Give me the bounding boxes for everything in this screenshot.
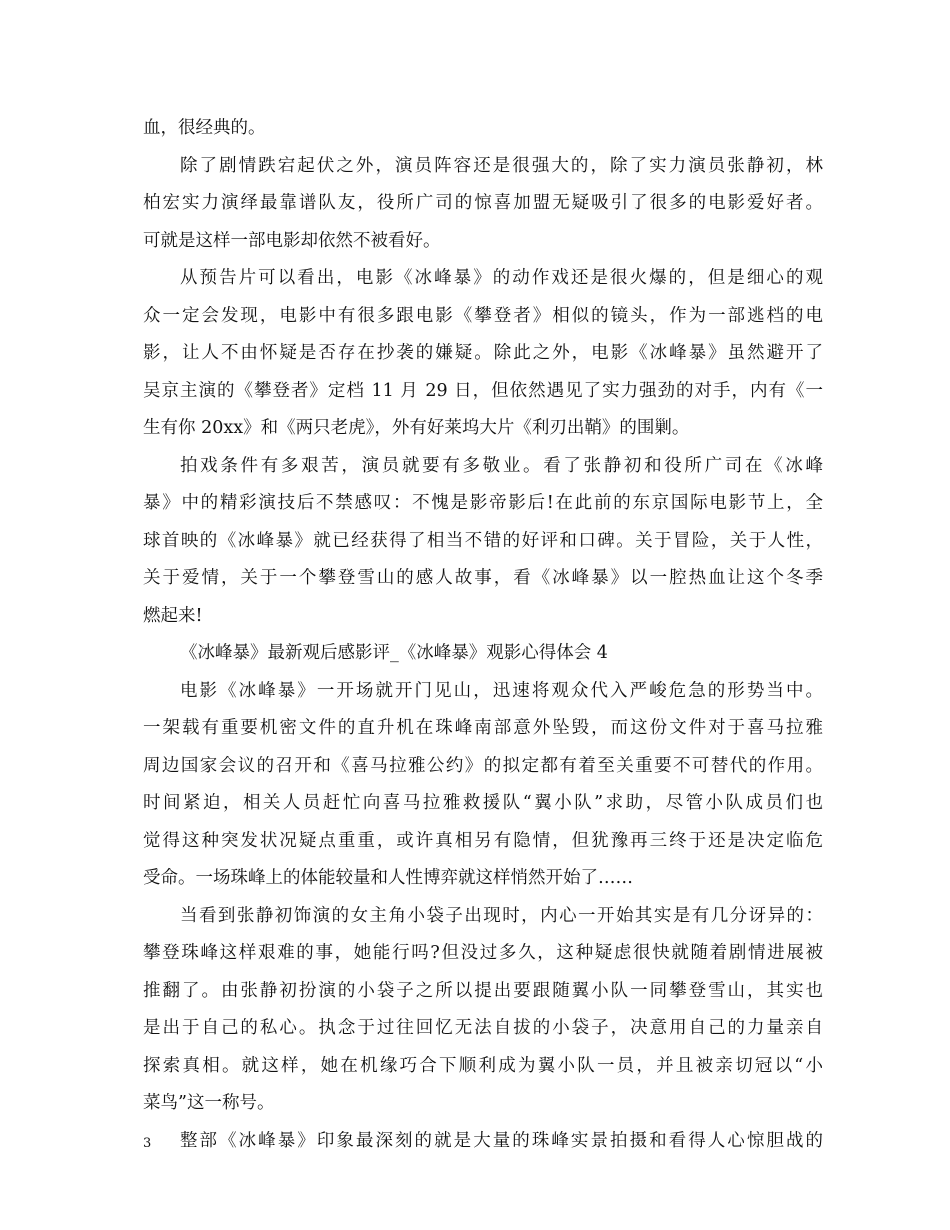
text-line: 拍戏条件有多艰苦，演员就要有多敬业。看了张静初和役所广司在《冰峰 bbox=[180, 455, 823, 476]
text-line: 周边国家会议的召开和《喜马拉雅公约》的拟定都有着至关重要不可替代的作用。 bbox=[143, 755, 823, 776]
text-line: 探索真相。就这样，她在机缘巧合下顺利成为翼小队一员，并且被亲切冠以“小 bbox=[143, 1055, 823, 1076]
text-line: 燃起来! bbox=[143, 605, 203, 626]
text-line: 吴京主演的《攀登者》定档 11 月 29 日，但依然遇见了实力强劲的对手，内有《一 bbox=[143, 380, 823, 401]
text-line: 一架载有重要机密文件的直升机在珠峰南部意外坠毁，而这份文件对于喜马拉雅 bbox=[143, 718, 823, 738]
text-line: 球首映的《冰峰暴》就已经获得了相当不错的好评和口碑。关于冒险，关于人性， bbox=[143, 530, 823, 551]
text-line: 电影《冰峰暴》一开场就开门见山，迅速将观众代入严峻危急的形势当中。 bbox=[180, 680, 823, 701]
text-line: 众一定会发现，电影中有很多跟电影《攀登者》相似的镜头，作为一部逃档的电 bbox=[143, 305, 823, 326]
text-line: 攀登珠峰这样艰难的事，她能行吗?但没过多久，这种疑虑很快就随着剧情进展被 bbox=[143, 943, 823, 963]
text-line: 可就是这样一部电影却依然不被看好。 bbox=[143, 230, 441, 251]
text-line: 时间紧迫，相关人员赶忙向喜马拉雅救援队“翼小队”求助，尽管小队成员们也 bbox=[143, 793, 823, 813]
text-line: 整部《冰峰暴》印象最深刻的就是大量的珠峰实景拍摄和看得人心惊胆战的 bbox=[180, 1130, 823, 1151]
page-number: 3 bbox=[143, 1136, 152, 1151]
text-line: 《冰峰暴》最新观后感影评_《冰峰暴》观影心得体会 4 bbox=[180, 643, 608, 663]
document-body bbox=[143, 110, 823, 1160]
text-line: 生有你 20xx》和《两只老虎》，外有好莱坞大片《利刃出鞘》的围剿。 bbox=[143, 418, 690, 438]
text-line: 推翻了。由张静初扮演的小袋子之所以提出要跟随翼小队一同攀登雪山，其实也 bbox=[143, 980, 823, 1001]
text-line: 影，让人不由怀疑是否存在抄袭的嫌疑。除此之外，电影《冰峰暴》虽然避开了 bbox=[143, 343, 823, 363]
text-line: 受命。一场珠峰上的体能较量和人性博弈就这样悄然开始了…… bbox=[143, 868, 633, 888]
text-line: 暴》中的精彩演技后不禁感叹：不愧是影帝影后!在此前的东京国际电影节上，全 bbox=[143, 493, 823, 513]
text-line: 觉得这种突发状况疑点重重，或许真相另有隐情，但犹豫再三终于还是决定临危 bbox=[143, 830, 823, 851]
text-line: 是出于自己的私心。执念于过往回忆无法自拔的小袋子，决意用自己的力量亲自 bbox=[143, 1018, 823, 1038]
text-line: 当看到张静初饰演的女主角小袋子出现时，内心一开始其实是有几分讶异的： bbox=[180, 905, 823, 926]
text-line: 菜鸟”这一称号。 bbox=[143, 1093, 275, 1113]
text-line: 从预告片可以看出，电影《冰峰暴》的动作戏还是很火爆的，但是细心的观 bbox=[180, 268, 823, 288]
text-line: 除了剧情跌宕起伏之外，演员阵容还是很强大的，除了实力演员张静初，林 bbox=[180, 155, 823, 176]
text-line: 柏宏实力演绎最靠谱队友，役所广司的惊喜加盟无疑吸引了很多的电影爱好者。 bbox=[143, 193, 823, 213]
text-line: 血，很经典的。 bbox=[143, 118, 266, 138]
text-line: 关于爱情，关于一个攀登雪山的感人故事，看《冰峰暴》以一腔热血让这个冬季 bbox=[143, 568, 823, 588]
